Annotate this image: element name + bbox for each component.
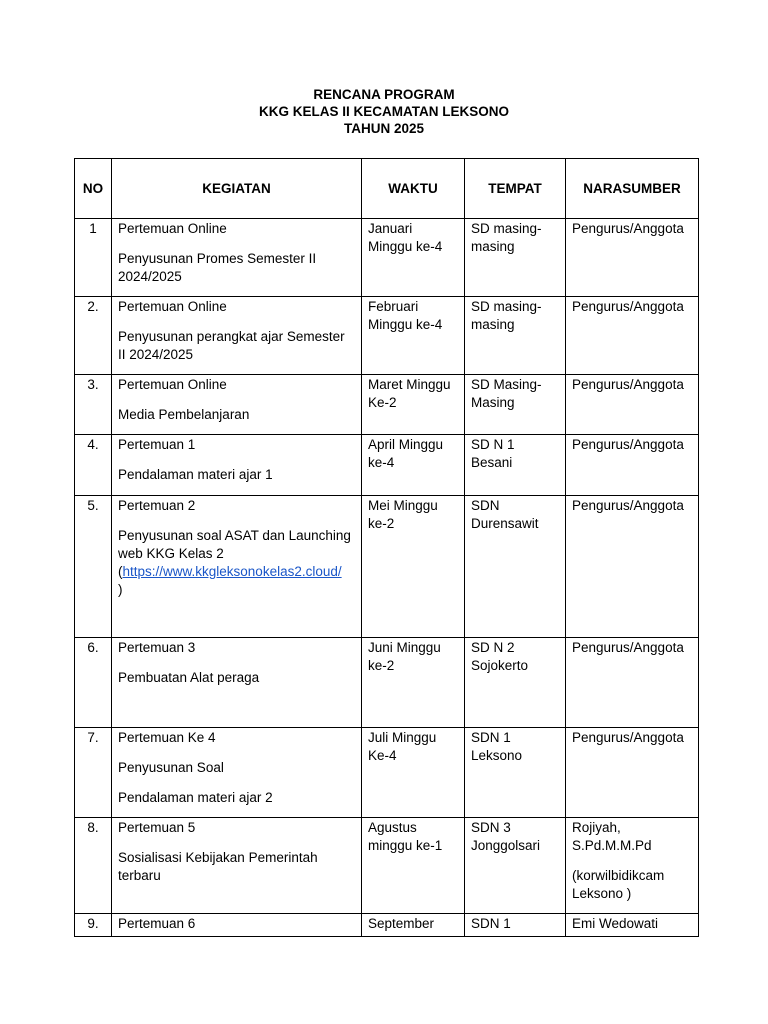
waktu-cell: Agustus minggu ke-1 xyxy=(362,818,465,914)
kegiatan-line: Pertemuan 6 xyxy=(118,916,196,931)
kegiatan-cell xyxy=(112,638,362,728)
narasumber-cell: Pengurus/Anggota xyxy=(566,375,699,435)
kegiatan-line: Pendalaman materi ajar 2 xyxy=(118,790,273,805)
narasumber-line: Rojiyah, S.Pd.M.M.Pd xyxy=(572,820,652,853)
row-number: 6. xyxy=(75,638,112,728)
kegiatan-cell xyxy=(112,914,362,937)
header-no: NO xyxy=(75,159,112,219)
tempat-cell: SD masing-masing xyxy=(465,219,566,297)
narasumber-cell: Pengurus/Anggota xyxy=(566,435,699,496)
kegiatan-cell xyxy=(112,818,362,914)
kegiatan-line: Pendalaman materi ajar 1 xyxy=(118,467,273,482)
tempat-cell: SD Masing-Masing xyxy=(465,375,566,435)
waktu-cell: Februari Minggu ke-4 xyxy=(362,297,465,375)
waktu-cell: Juli Minggu Ke-4 xyxy=(362,728,465,818)
row-number: 3. xyxy=(75,375,112,435)
table-header-row xyxy=(75,159,699,219)
kegiatan-cell xyxy=(112,728,362,818)
row-number: 8. xyxy=(75,818,112,914)
title-line-2: KKG KELAS II KECAMATAN LEKSONO xyxy=(258,104,509,119)
table-row xyxy=(75,496,699,638)
header-tempat: TEMPAT xyxy=(465,159,566,219)
website-link-line xyxy=(118,563,355,599)
kegiatan-line: Pertemuan Online xyxy=(118,299,227,314)
waktu-cell: September xyxy=(362,914,465,937)
table-row xyxy=(75,638,699,728)
title-line-3: TAHUN 2025 xyxy=(343,121,425,136)
tempat-cell: SD N 2 Sojokerto xyxy=(465,638,566,728)
kegiatan-line: Pertemuan 5 xyxy=(118,820,196,835)
kegiatan-line: Penyusunan Promes Semester II 2024/2025 xyxy=(118,251,317,284)
kegiatan-line: Pembuatan Alat peraga xyxy=(118,670,260,685)
document-title xyxy=(0,86,768,137)
waktu-cell: Mei Minggu ke-2 xyxy=(362,496,465,638)
paren-close: ) xyxy=(118,582,123,597)
table-row xyxy=(75,728,699,818)
waktu-cell: Maret Minggu Ke-2 xyxy=(362,375,465,435)
row-number: 9. xyxy=(75,914,112,937)
narasumber-cell xyxy=(566,818,699,914)
tempat-cell: SDN 1 Leksono xyxy=(465,728,566,818)
program-table xyxy=(74,158,699,937)
tempat-cell: SD N 1 Besani xyxy=(465,435,566,496)
kegiatan-line: Pertemuan 3 xyxy=(118,640,196,655)
row-number: 5. xyxy=(75,496,112,638)
table-row xyxy=(75,435,699,496)
narasumber-cell: Pengurus/Anggota xyxy=(566,728,699,818)
waktu-cell: April Minggu ke-4 xyxy=(362,435,465,496)
header-waktu: WAKTU xyxy=(362,159,465,219)
kegiatan-line: Media Pembelanjaran xyxy=(118,407,250,422)
kegiatan-line: Pertemuan 1 xyxy=(118,437,196,452)
table-row xyxy=(75,914,699,937)
kegiatan-cell xyxy=(112,219,362,297)
kegiatan-line: Penyusunan perangkat ajar Semester II 2024/2025 xyxy=(118,329,345,362)
narasumber-line: (korwilbidikcam Leksono ) xyxy=(572,868,665,901)
narasumber-cell: Pengurus/Anggota xyxy=(566,638,699,728)
tempat-cell: SDN Durensawit xyxy=(465,496,566,638)
row-number: 7. xyxy=(75,728,112,818)
kegiatan-line: Pertemuan Online xyxy=(118,221,227,236)
kegiatan-line: Penyusunan soal ASAT dan Launching web KKG Kelas 2 xyxy=(118,528,351,561)
kegiatan-line: Sosialisasi Kebijakan Pemerintah terbaru xyxy=(118,850,318,883)
header-kegiatan: KEGIATAN xyxy=(112,159,362,219)
paren-open: ( xyxy=(118,564,123,579)
table-row xyxy=(75,375,699,435)
kegiatan-cell xyxy=(112,297,362,375)
tempat-cell: SD masing-masing xyxy=(465,297,566,375)
narasumber-cell: Pengurus/Anggota xyxy=(566,219,699,297)
row-number: 4. xyxy=(75,435,112,496)
row-number: 1 xyxy=(75,219,112,297)
row-number: 2. xyxy=(75,297,112,375)
narasumber-cell: Pengurus/Anggota xyxy=(566,496,699,638)
title-line-1: RENCANA PROGRAM xyxy=(313,87,455,102)
narasumber-cell: Pengurus/Anggota xyxy=(566,297,699,375)
table-row xyxy=(75,297,699,375)
kegiatan-cell xyxy=(112,375,362,435)
kegiatan-line: Pertemuan 2 xyxy=(118,498,196,513)
kegiatan-line: Penyusunan Soal xyxy=(118,760,224,775)
header-narasumber: NARASUMBER xyxy=(566,159,699,219)
kegiatan-cell xyxy=(112,435,362,496)
table-row xyxy=(75,219,699,297)
website-link[interactable]: https://www.kkgleksonokelas2.cloud/ xyxy=(122,564,342,579)
kegiatan-line: Pertemuan Online xyxy=(118,377,227,392)
tempat-cell: SDN 3 Jonggolsari xyxy=(465,818,566,914)
waktu-cell: Januari Minggu ke-4 xyxy=(362,219,465,297)
table-row xyxy=(75,818,699,914)
kegiatan-line: Pertemuan Ke 4 xyxy=(118,730,216,745)
waktu-cell: Juni Minggu ke-2 xyxy=(362,638,465,728)
kegiatan-cell xyxy=(112,496,362,638)
tempat-cell: SDN 1 xyxy=(465,914,566,937)
narasumber-cell: Emi Wedowati xyxy=(566,914,699,937)
